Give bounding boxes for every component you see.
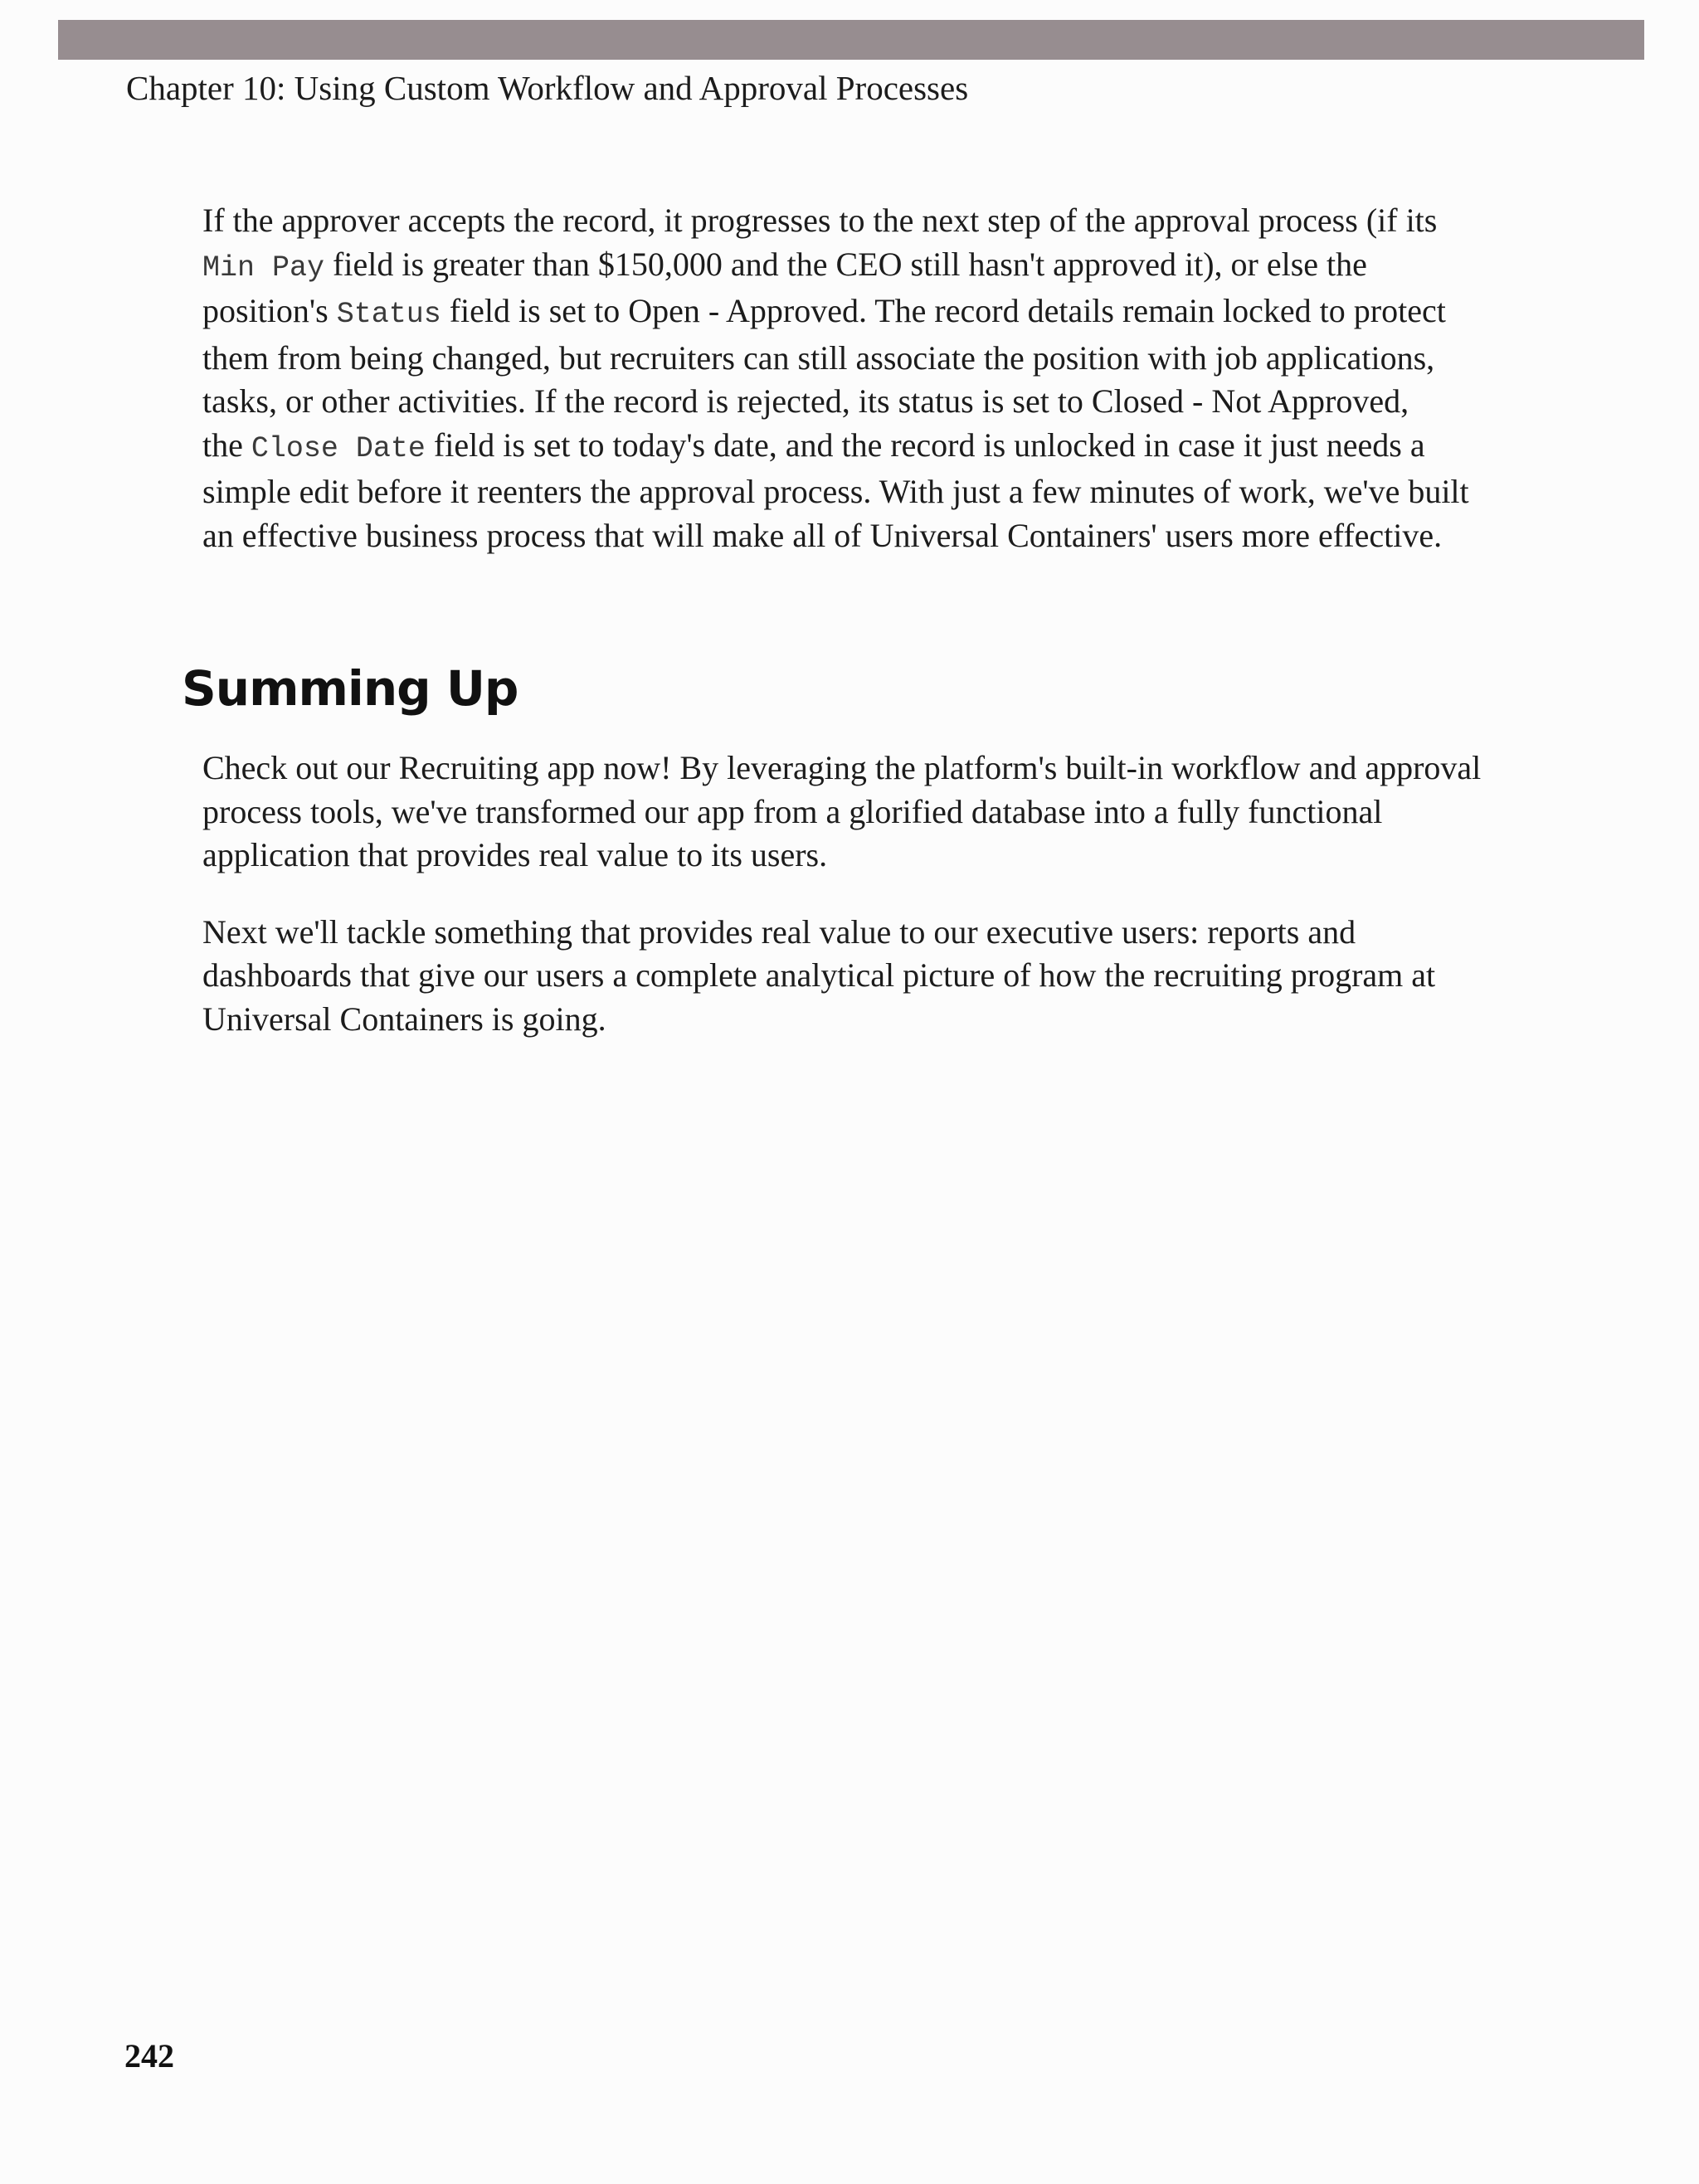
code-min-pay: Min Pay bbox=[202, 251, 325, 285]
intro-line-6-start: the bbox=[202, 426, 251, 464]
summary-p2-line-3: Universal Containers is going. bbox=[202, 1000, 606, 1038]
intro-line-4: them from being changed, but recruiters can still associate the position with job applications, bbox=[202, 338, 1435, 377]
summary-paragraph-1 bbox=[202, 747, 1482, 878]
summary-p2-line-2: dashboards that give our users a complete analytical picture of how the recruiting program at bbox=[202, 956, 1436, 994]
summary-p1-line-2: process tools, we've transformed our app from a glorified database into a fully functional bbox=[202, 792, 1383, 830]
intro-line-3-start: position's bbox=[202, 292, 337, 329]
code-close-date: Close Date bbox=[251, 431, 426, 465]
summary-section bbox=[202, 747, 1482, 1041]
intro-line-6 bbox=[202, 424, 1463, 471]
running-head: Chapter 10: Using Custom Workflow and Approval Processes bbox=[126, 69, 969, 107]
intro-line-1: If the approver accepts the record, it progresses to the next step of the approval process (if its bbox=[202, 202, 1438, 239]
summary-p1-line-1: Check out our Recruiting app now! By leveraging the platform's built-in workflow and approval bbox=[202, 749, 1482, 786]
intro-line-8: an effective business process that will make all of Universal Containers' users more effective. bbox=[202, 516, 1443, 554]
intro-line-3-text: field is set to Open - Approved. The record details remain locked to protect bbox=[441, 292, 1446, 329]
intro-line-7: simple edit before it reenters the approval process. With just a few minutes of work, we've built bbox=[202, 473, 1469, 510]
intro-line-2-text: field is greater than $150,000 and the CEO still hasn't approved it), or else the bbox=[324, 245, 1367, 283]
summary-paragraph-2 bbox=[202, 911, 1463, 1042]
intro-line-5: tasks, or other activities. If the record is rejected, its status is set to Closed - Not Approved, bbox=[202, 382, 1409, 420]
code-status: Status bbox=[336, 298, 441, 331]
summary-p2-line-1: Next we'll tackle something that provides real value to our executive users: reports and bbox=[202, 912, 1356, 951]
section-title: Summing Up bbox=[182, 660, 518, 717]
intro-line-3 bbox=[202, 289, 1463, 337]
header-bar bbox=[58, 20, 1644, 60]
intro-line-6-text: field is set to today's date, and the record is unlocked in case it just needs a bbox=[425, 426, 1425, 464]
intro-paragraph bbox=[202, 199, 1469, 557]
intro-section bbox=[202, 199, 1469, 557]
intro-line-2 bbox=[202, 243, 1463, 290]
page-number: 242 bbox=[124, 2037, 174, 2075]
summary-p1-line-3: application that provides real value to its users. bbox=[202, 836, 828, 873]
